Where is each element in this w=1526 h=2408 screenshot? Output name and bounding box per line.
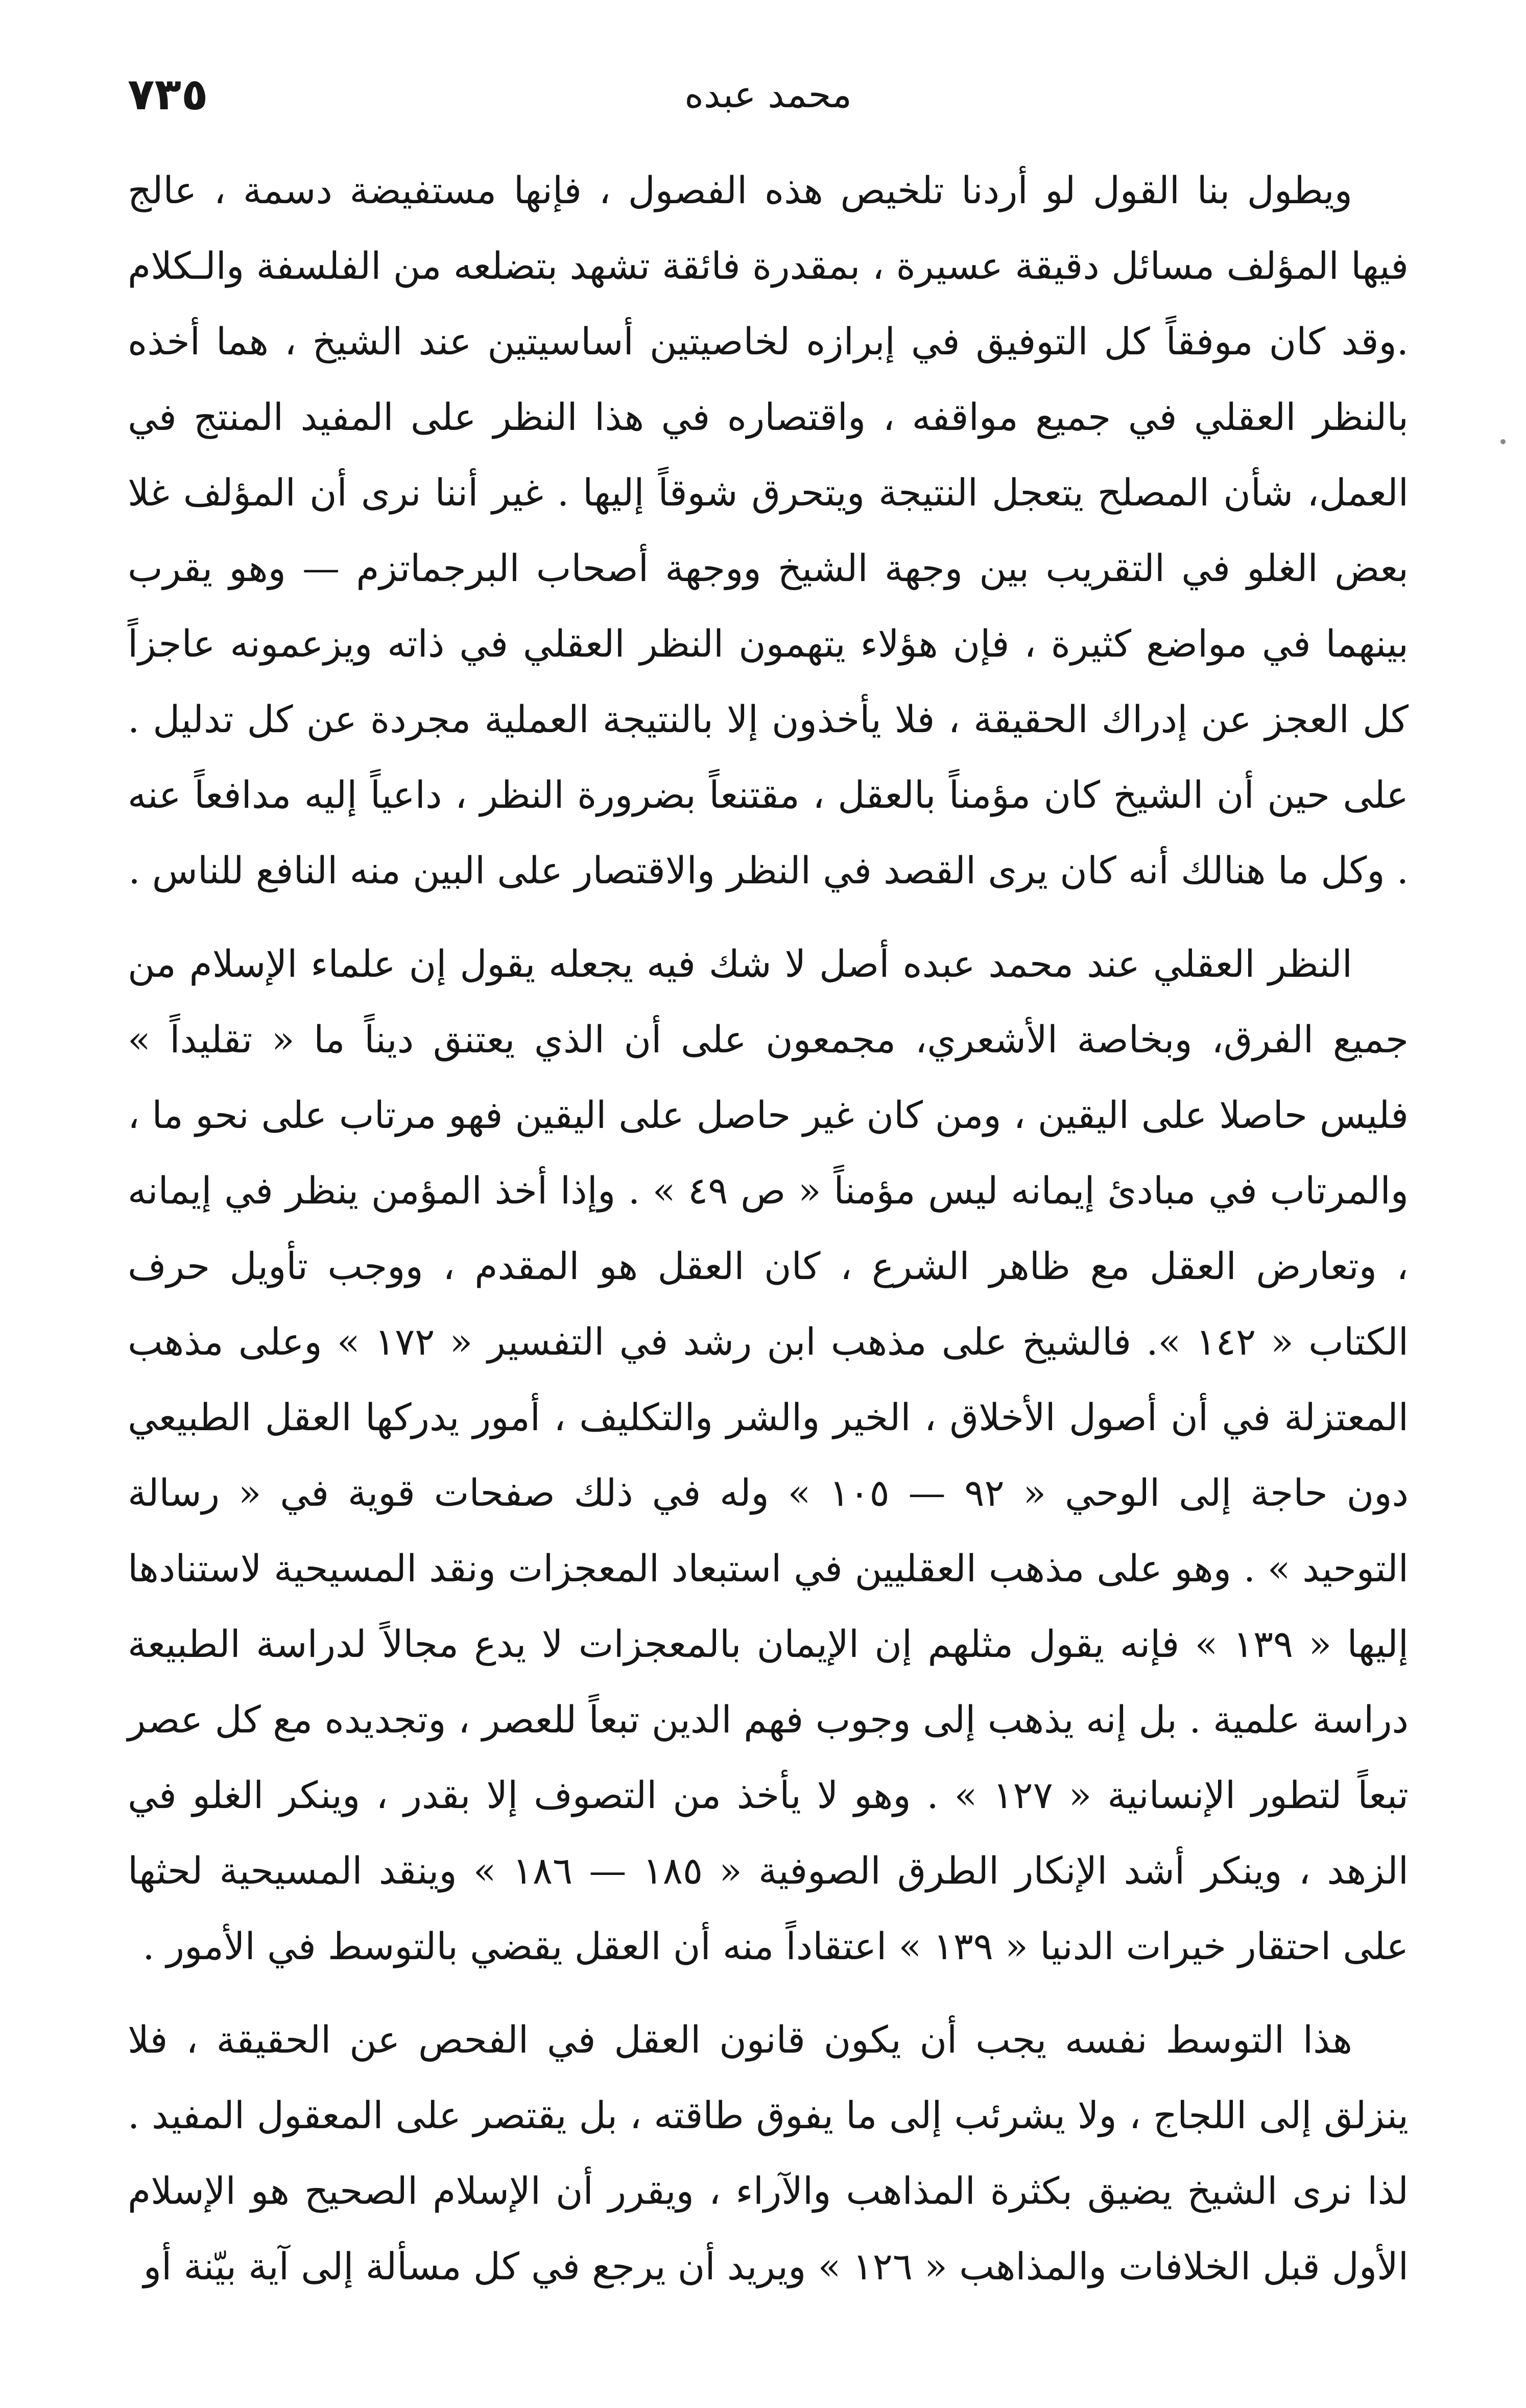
page-header (128, 61, 1409, 128)
page-number: ٧٣٥ (128, 69, 208, 120)
margin-speck (1500, 439, 1506, 444)
paragraph-1: ويطول بنا القول لو أردنا تلخيص هذه الفصول ، فإنها مستفيضة دسمة ، عالج فيها المؤلف مسائل دقيقة عسيرة ، بمقدرة فائقة تشهد بتضلعه من الفلسفة والـكلام .وقد كان موفقاً كل التوفيق في إبرازه لخاصيتين أساسيتين عند الشيخ ، هما أخذه بالنظر العقلي في جميع مواقفه ، واقتصاره في هذا النظر على المفيد المنتج في العمل، شأن المصلح يتعجل النتيجة ويتحرق شوقاً إليها . غير أننا نرى أن المؤلف غلا بعض الغلو في التقريب بين وجهة الشيخ ووجهة أصحاب البرجماتزم — وهو يقرب بينهما في مواضع كثيرة ، فإن هؤلاء يتهمون النظر العقلي في ذاته ويزعمونه عاجزاً كل العجز عن إدراك الحقيقة ، فلا يأخذون إلا بالنتيجة العملية مجردة عن كل تدليل . على حين أن الشيخ كان مؤمناً بالعقل ، مقتنعاً بضرورة النظر ، داعياً إليه مدافعاً عنه . وكل ما هنالك أنه كان يرى القصد في النظر والاقتصار على البين منه النافع للناس . (128, 169, 1409, 893)
body-text (128, 153, 1409, 2305)
paragraph-3: هذا التوسط نفسه يجب أن يكون قانون العقل في الفحص عن الحقيقة ، فلا ينزلق إلى اللجاج ، ولا يشرئب إلى ما يفوق طاقته ، بل يقتصر على المعقول المفيد . لذا نرى الشيخ يضيق بكثرة المذاهب والآراء ، ويقرر أن الإسلام الصحيح هو الإسلام الأول قبل الخلافات والمذاهب « ١٢٦ » ويريد أن يرجع في كل مسألة إلى آية بيّنة أو (128, 2018, 1409, 2289)
running-head: محمد عبده (684, 73, 852, 116)
paragraph-2: النظر العقلي عند محمد عبده أصل لا شك فيه يجعله يقول إن علماء الإسلام من جميع الفرق، وبخاصة الأشعري، مجمعون على أن الذي يعتنق ديناً ما « تقليداً » فليس حاصلا على اليقين ، ومن كان غير حاصل على اليقين فهو مرتاب على نحو ما ، والمرتاب في مبادئ إيمانه ليس مؤمناً « ص ٤٩ » . وإذا أخذ المؤمن ينظر في إيمانه ، وتعارض العقل مع ظاهر الشرع ، كان العقل هو المقدم ، ووجب تأويل حرف الكتاب « ١٤٢ ». فالشيخ على مذهب ابن رشد في التفسير « ١٧٢ » وعلى مذهب المعتزلة في أن أصول الأخلاق ، الخير والشر والتكليف ، أمور يدركها العقل الطبيعي دون حاجة إلى الوحي « ٩٢ — ١٠٥ » وله في ذلك صفحات قوية في « رسالة التوحيد » . وهو على مذهب العقليين في استبعاد المعجزات ونقد المسيحية لاستنادها إليها « ١٣٩ » فإنه يقول مثلهم إن الإيمان بالمعجزات لا يدع مجالاً لدراسة الطبيعة دراسة علمية . بل إنه يذهب إلى وجوب فهم الدين تبعاً للعصر ، وتجديده مع كل عصر تبعاً لتطور الإنسانية « ١٢٧ » . وهو لا يأخذ من التصوف إلا بقدر ، وينكر الغلو في الزهد ، وينكر أشد الإنكار الطرق الصوفية « ١٨٥ — ١٨٦ » وينقد المسيحية لحثها على احتقار خيرات الدنيا « ١٣٩ » اعتقاداً منه أن العقل يقضي بالتوسط في الأمور . (128, 943, 1409, 1968)
